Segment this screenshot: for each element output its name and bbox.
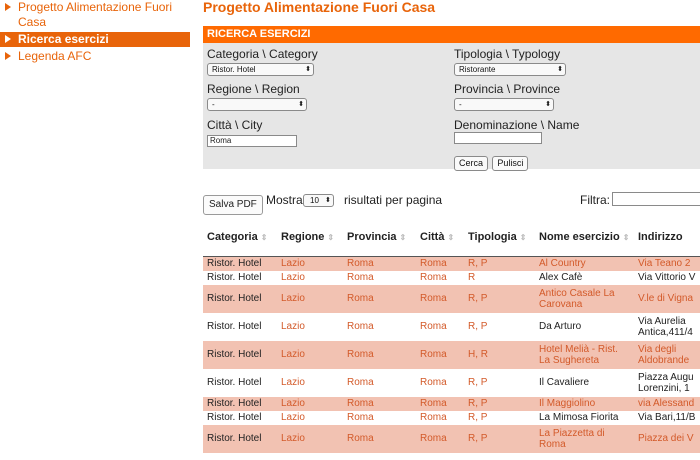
province-field xyxy=(454,83,560,111)
sort-icon: ⇕ xyxy=(399,233,407,242)
table-body xyxy=(203,257,700,453)
cell-tipologia: R, P xyxy=(464,411,535,425)
cell-categoria: Ristor. Hotel xyxy=(203,397,277,411)
cell-indirizzo: via Alessand xyxy=(634,397,700,411)
header-label: Nome esercizio xyxy=(539,231,620,243)
results-toolbar xyxy=(203,191,700,219)
province-label: Provincia \ Province xyxy=(454,82,561,96)
header-label: Regione xyxy=(281,231,325,243)
filter-input[interactable] xyxy=(612,192,700,206)
updown-arrows-icon: ⬍ xyxy=(325,197,331,204)
cell-indirizzo: V.le di Vigna xyxy=(634,285,700,313)
cell-categoria: Ristor. Hotel xyxy=(203,411,277,425)
table-row[interactable] xyxy=(203,341,700,369)
triangle-right-icon xyxy=(5,3,11,11)
cell-regione: Lazio xyxy=(277,411,343,425)
results-table-wrap xyxy=(203,218,700,460)
cell-nome: Hotel Melià - Rist. La Sughereta xyxy=(535,341,634,369)
cell-categoria: Ristor. Hotel xyxy=(203,257,277,271)
filter-label: Filtra: xyxy=(580,193,610,207)
cell-citta: Roma xyxy=(416,313,464,341)
city-input[interactable]: Roma xyxy=(207,135,297,147)
cell-regione: Lazio xyxy=(277,425,343,453)
sidebar-item-ricerca[interactable] xyxy=(0,32,190,47)
cell-indirizzo: Piazza Augu Lorenzini, 1 xyxy=(634,369,700,397)
cell-tipologia: R, P xyxy=(464,313,535,341)
category-label: Categoria \ Category xyxy=(207,47,318,61)
category-select-value: Ristor. Hotel xyxy=(212,65,256,74)
search-button[interactable]: Cerca xyxy=(454,156,488,171)
cell-tipologia: R, P xyxy=(464,257,535,271)
cell-nome: Alex Cafè xyxy=(535,271,634,285)
table-row[interactable] xyxy=(203,369,700,397)
table-row[interactable] xyxy=(203,425,700,453)
updown-arrows-icon: ⬍ xyxy=(545,101,551,108)
typology-select[interactable] xyxy=(454,63,566,76)
sidebar-item-legenda[interactable] xyxy=(0,49,190,64)
cell-citta: Roma xyxy=(416,257,464,271)
results-table xyxy=(203,218,700,453)
cell-provincia: Roma xyxy=(343,411,416,425)
typology-select-value: Ristorante xyxy=(459,65,496,74)
cell-nome: Antico Casale La Carovana xyxy=(535,285,634,313)
column-header-nome[interactable] xyxy=(535,218,634,257)
column-header-indirizzo[interactable] xyxy=(634,218,700,257)
save-pdf-button[interactable]: Salva PDF xyxy=(203,195,263,215)
cell-tipologia: R, P xyxy=(464,425,535,453)
typology-field xyxy=(454,48,566,76)
cell-indirizzo: Via Aurelia Antica,411/4 xyxy=(634,313,700,341)
cell-regione: Lazio xyxy=(277,397,343,411)
cell-regione: Lazio xyxy=(277,313,343,341)
table-header-row xyxy=(203,218,700,257)
name-label: Denominazione \ Name xyxy=(454,118,580,132)
cell-tipologia: R, P xyxy=(464,285,535,313)
sidebar-nav xyxy=(0,0,190,64)
cell-regione: Lazio xyxy=(277,369,343,397)
cell-categoria: Ristor. Hotel xyxy=(203,285,277,313)
column-header-provincia[interactable] xyxy=(343,218,416,257)
page-title: Progetto Alimentazione Fuori Casa xyxy=(203,0,436,15)
rows-per-page-value: 10 xyxy=(310,196,319,205)
sidebar-item-label: Progetto Alimentazione Fuori Casa xyxy=(18,0,173,29)
cell-categoria: Ristor. Hotel xyxy=(203,425,277,453)
cell-regione: Lazio xyxy=(277,271,343,285)
cell-indirizzo: Via Bari,11/B xyxy=(634,411,700,425)
cell-indirizzo: Via degli Aldobrande xyxy=(634,341,700,369)
rows-per-page-select[interactable] xyxy=(303,194,334,207)
column-header-citta[interactable] xyxy=(416,218,464,257)
cell-citta: Roma xyxy=(416,425,464,453)
cell-nome: Da Arturo xyxy=(535,313,634,341)
cell-nome: Al Country xyxy=(535,257,634,271)
cell-regione: Lazio xyxy=(277,257,343,271)
triangle-right-icon xyxy=(5,52,11,60)
table-row[interactable] xyxy=(203,257,700,271)
cell-citta: Roma xyxy=(416,271,464,285)
cell-categoria: Ristor. Hotel xyxy=(203,341,277,369)
column-header-tipologia[interactable] xyxy=(464,218,535,257)
category-field xyxy=(207,48,318,76)
cell-citta: Roma xyxy=(416,369,464,397)
header-label: Indirizzo xyxy=(638,231,683,243)
main-content xyxy=(203,0,700,219)
province-select-value: - xyxy=(459,100,462,109)
table-row[interactable] xyxy=(203,411,700,425)
sidebar-item-label: Ricerca esercizi xyxy=(18,32,109,46)
cell-provincia: Roma xyxy=(343,397,416,411)
cell-tipologia: R xyxy=(464,271,535,285)
table-row[interactable] xyxy=(203,285,700,313)
header-label: Categoria xyxy=(207,231,258,243)
cell-nome: Il Cavaliere xyxy=(535,369,634,397)
name-field xyxy=(454,119,579,147)
cell-indirizzo: Via Teano 2 xyxy=(634,257,700,271)
cell-citta: Roma xyxy=(416,341,464,369)
rows-per-page-suffix: risultati per pagina xyxy=(344,193,443,207)
updown-arrows-icon: ⬍ xyxy=(305,66,311,73)
cell-regione: Lazio xyxy=(277,285,343,313)
sort-icon: ⇕ xyxy=(622,233,630,242)
cell-regione: Lazio xyxy=(277,341,343,369)
column-header-categoria[interactable] xyxy=(203,218,277,257)
cell-nome: Il Maggiolino xyxy=(535,397,634,411)
cell-indirizzo: Via Vittorio V xyxy=(634,271,700,285)
cell-tipologia: R, P xyxy=(464,397,535,411)
region-label: Regione \ Region xyxy=(207,82,300,96)
search-actions xyxy=(454,155,528,171)
table-row[interactable] xyxy=(203,397,700,411)
province-select[interactable] xyxy=(454,98,554,111)
sort-icon: ⇕ xyxy=(519,233,527,242)
category-select[interactable] xyxy=(207,63,314,76)
cell-nome: La Piazzetta di Roma xyxy=(535,425,634,453)
header-label: Città xyxy=(420,231,445,243)
sort-icon: ⇕ xyxy=(260,233,268,242)
updown-arrows-icon: ⬍ xyxy=(557,66,563,73)
cell-categoria: Ristor. Hotel xyxy=(203,271,277,285)
table-row[interactable] xyxy=(203,271,700,285)
sidebar-item-label: Legenda AFC xyxy=(18,49,92,63)
cell-nome: La Mimosa Fiorita xyxy=(535,411,634,425)
cell-provincia: Roma xyxy=(343,425,416,453)
sort-icon: ⇕ xyxy=(327,233,335,242)
region-select[interactable] xyxy=(207,98,307,111)
region-select-value: - xyxy=(212,100,215,109)
search-panel xyxy=(203,26,700,169)
cell-citta: Roma xyxy=(416,411,464,425)
cell-provincia: Roma xyxy=(343,285,416,313)
cell-provincia: Roma xyxy=(343,313,416,341)
typology-label: Tipologia \ Typology xyxy=(454,47,561,61)
cell-indirizzo: Piazza dei V xyxy=(634,425,700,453)
region-field xyxy=(207,83,307,111)
city-field xyxy=(207,119,297,147)
column-header-regione[interactable] xyxy=(277,218,343,257)
cell-provincia: Roma xyxy=(343,369,416,397)
search-panel-header: RICERCA ESERCIZI xyxy=(203,26,700,43)
triangle-right-icon xyxy=(5,35,11,43)
cell-provincia: Roma xyxy=(343,257,416,271)
sidebar-item-progetto[interactable] xyxy=(0,0,190,30)
cell-tipologia: H, R xyxy=(464,341,535,369)
updown-arrows-icon: ⬍ xyxy=(298,101,304,108)
table-row[interactable] xyxy=(203,313,700,341)
cell-tipologia: R, P xyxy=(464,369,535,397)
cell-categoria: Ristor. Hotel xyxy=(203,313,277,341)
cell-provincia: Roma xyxy=(343,341,416,369)
show-label: Mostra xyxy=(266,193,303,207)
sort-icon: ⇕ xyxy=(447,233,455,242)
header-label: Tipologia xyxy=(468,231,517,243)
clear-button[interactable]: Pulisci xyxy=(492,156,528,171)
cell-categoria: Ristor. Hotel xyxy=(203,369,277,397)
cell-provincia: Roma xyxy=(343,271,416,285)
name-input[interactable] xyxy=(454,132,542,144)
cell-citta: Roma xyxy=(416,285,464,313)
cell-citta: Roma xyxy=(416,397,464,411)
header-label: Provincia xyxy=(347,231,397,243)
city-label: Città \ City xyxy=(207,118,263,132)
